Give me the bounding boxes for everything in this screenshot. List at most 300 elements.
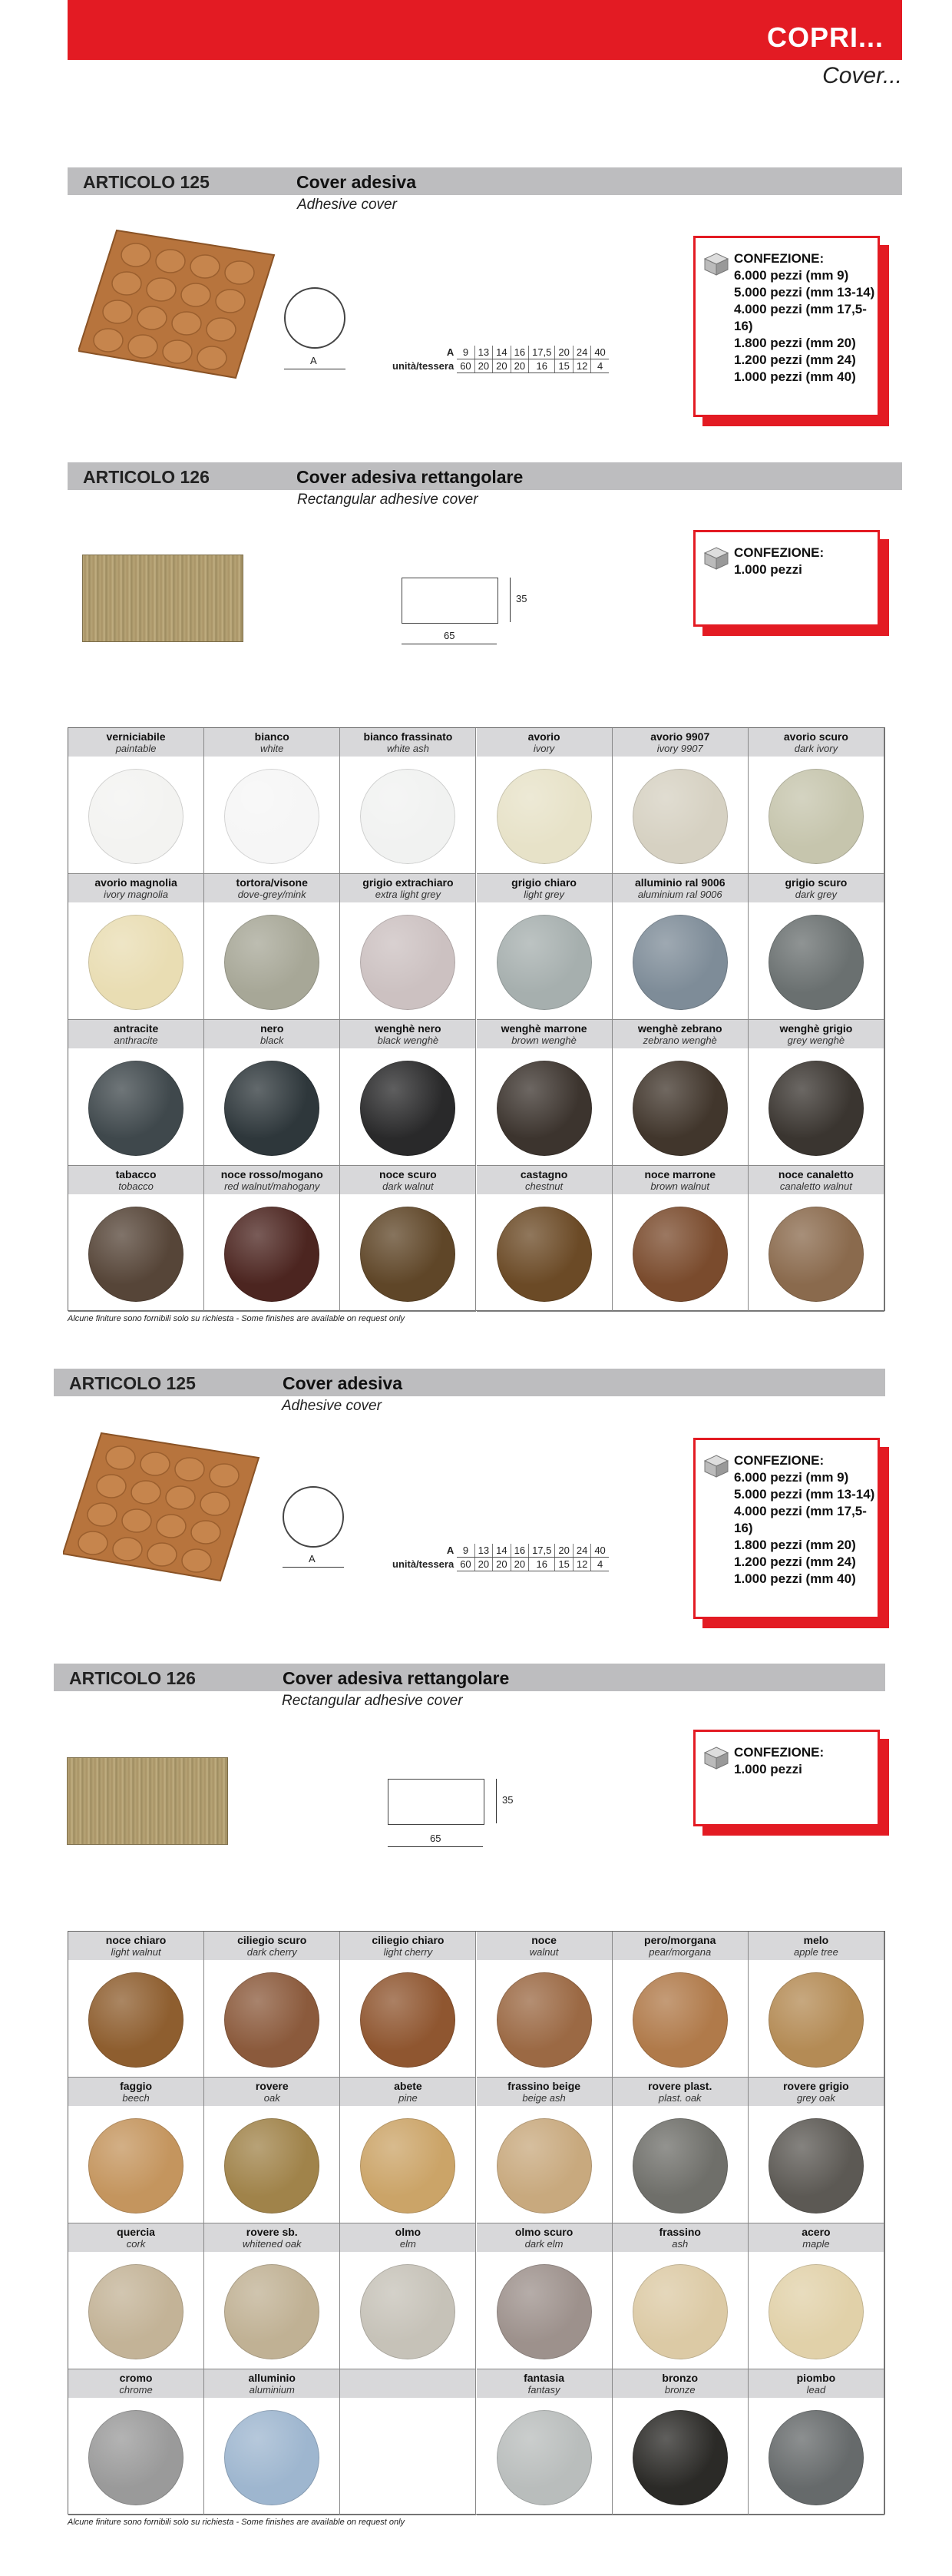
swatch-header <box>204 1932 339 1960</box>
swatch-name-en: chrome <box>119 2384 153 2396</box>
swatch-disc <box>633 769 728 864</box>
pack-line: 5.000 pezzi (mm 13-14) <box>734 285 875 300</box>
pack-box <box>693 236 880 417</box>
swatch-name-it: verniciabile <box>106 730 166 743</box>
swatch-header <box>340 1932 475 1960</box>
swatch-name-en: canaletto walnut <box>779 1180 852 1192</box>
swatch-name-it: noce scuro <box>379 1168 437 1180</box>
swatch-cell-light-walnut <box>68 1932 204 2078</box>
swatch-cell-aluminium-ral-9006 <box>613 874 749 1020</box>
size-row-label: A <box>446 1545 455 1557</box>
swatch-name-en: grey oak <box>796 2092 835 2104</box>
swatch-header <box>340 2078 475 2106</box>
section-code: ARTICOLO 125 <box>69 1373 196 1393</box>
swatch-header <box>204 2078 339 2106</box>
swatch-header <box>340 1020 475 1048</box>
swatch-cell-whitened-oak <box>204 2223 340 2369</box>
units-cell: 20 <box>493 359 511 373</box>
swatch-name-it: noce rosso/mogano <box>220 1168 323 1180</box>
dimension-line <box>283 1567 344 1568</box>
swatch-name-it: avorio scuro <box>783 730 848 743</box>
swatch-header <box>613 1020 748 1048</box>
section-name: Cover adesiva <box>296 172 416 192</box>
swatch-disc <box>633 915 728 1010</box>
size-cell: 14 <box>493 346 511 359</box>
swatch-name-en: dark grey <box>795 889 837 900</box>
dimension-width: 65 <box>444 630 455 641</box>
pack-line: 6.000 pezzi (mm 9) <box>734 1470 849 1485</box>
swatch-name-en: whitened oak <box>242 2238 302 2250</box>
units-cell: 60 <box>457 1558 474 1571</box>
units-cell: 60 <box>457 359 474 373</box>
swatch-disc <box>88 2264 183 2359</box>
swatch-name-it: piombo <box>796 2372 836 2384</box>
dimension-circle <box>283 1486 344 1548</box>
pack-line: 1.200 pezzi (mm 24) <box>734 1555 856 1569</box>
size-table <box>389 346 609 373</box>
swatch-name-en: brown wenghè <box>511 1035 577 1046</box>
swatch-name-en: white ash <box>386 743 429 754</box>
swatch-header <box>68 728 203 757</box>
swatch-cell-red-walnut-mahogany <box>204 1166 340 1312</box>
swatch-header <box>477 1020 612 1048</box>
swatch-header <box>477 2078 612 2106</box>
swatch-header <box>204 728 339 757</box>
swatch-cell-white-ash <box>340 728 476 874</box>
swatch-disc <box>769 2264 864 2359</box>
swatch-disc <box>88 1061 183 1156</box>
swatch-disc <box>224 2118 319 2213</box>
swatch-header <box>204 874 339 902</box>
swatch-cell-dark-walnut <box>340 1166 476 1312</box>
units-cell: 15 <box>555 359 573 373</box>
swatch-disc <box>769 2410 864 2505</box>
box-icon <box>703 252 729 276</box>
swatch-name-en: ivory 9907 <box>656 743 703 754</box>
swatch-disc <box>88 915 183 1010</box>
swatch-name-en: dove-grey/mink <box>237 889 306 900</box>
swatch-disc <box>497 1972 592 2068</box>
swatch-cell-oak <box>204 2078 340 2223</box>
swatch-disc <box>633 1207 728 1302</box>
pack-title: CONFEZIONE: <box>734 545 825 560</box>
swatch-header <box>749 1166 884 1194</box>
swatch-disc <box>88 2118 183 2213</box>
finishes-table <box>68 727 885 1311</box>
pack-line: 4.000 pezzi (mm 17,5-16) <box>734 1504 867 1535</box>
swatch-name-it: alluminio <box>248 2372 296 2384</box>
swatch-header <box>477 2369 612 2398</box>
swatch-header <box>204 2223 339 2252</box>
swatch-cell-apple-tree <box>749 1932 884 2078</box>
dimension-circle <box>284 287 345 349</box>
swatch-name-it: abete <box>394 2080 422 2092</box>
swatch-cell-dove-grey-mink <box>204 874 340 1020</box>
section-bar <box>68 462 902 490</box>
swatch-disc <box>497 1207 592 1302</box>
section-name-en: Adhesive cover <box>297 197 397 213</box>
rectangular-cover-image <box>67 1757 228 1845</box>
size-row-label: A <box>446 346 455 359</box>
swatch-cell-cork <box>68 2223 204 2369</box>
swatch-name-en: zebrano wenghè <box>643 1035 717 1046</box>
swatch-name-it: frassino beige <box>507 2080 581 2092</box>
swatch-cell-ivory-magnolia <box>68 874 204 1020</box>
swatch-cell-anthracite <box>68 1020 204 1166</box>
header-bar <box>68 0 902 60</box>
swatch-name-en: red walnut/mahogany <box>224 1180 320 1192</box>
finishes-note: Alcune finiture sono fornibili solo su richiesta - Some finishes are available on request only <box>68 1314 405 1323</box>
swatch-name-it: castagno <box>520 1168 568 1180</box>
dimension-label: A <box>310 355 317 366</box>
swatch-name-it: tabacco <box>115 1168 157 1180</box>
swatch-cell-empty <box>340 2369 476 2515</box>
dimension-width: 65 <box>430 1833 441 1844</box>
swatch-disc <box>497 2264 592 2359</box>
swatch-name-it: quercia <box>117 2226 155 2238</box>
swatch-name-it: wenghè marrone <box>501 1022 587 1035</box>
swatch-name-it: bianco frassinato <box>363 730 453 743</box>
swatch-header <box>340 2369 475 2398</box>
pack-title: CONFEZIONE: <box>734 1745 825 1760</box>
swatch-cell-aluminium <box>204 2369 340 2515</box>
swatch-cell-black <box>204 1020 340 1166</box>
swatch-cell-light-cherry <box>340 1932 476 2078</box>
swatch-header <box>749 874 884 902</box>
swatch-cell-plast-oak <box>613 2078 749 2223</box>
units-cell: 20 <box>474 1558 492 1571</box>
swatch-cell-walnut <box>477 1932 613 2078</box>
swatch-header <box>613 2223 748 2252</box>
swatch-name-it: acero <box>802 2226 831 2238</box>
swatch-header <box>749 2223 884 2252</box>
size-cell: 14 <box>493 1544 511 1558</box>
swatch-disc <box>360 2264 455 2359</box>
pack-line: 1.000 pezzi (mm 40) <box>734 1571 856 1586</box>
swatch-header <box>749 1020 884 1048</box>
dimension-line <box>388 1846 483 1847</box>
swatch-name-en: beige ash <box>522 2092 566 2104</box>
swatch-header <box>613 2369 748 2398</box>
swatch-name-en: maple <box>802 2238 830 2250</box>
swatch-name-it: ciliegio chiaro <box>372 1934 445 1946</box>
section-code: ARTICOLO 126 <box>69 1668 196 1688</box>
units-cell: 4 <box>591 359 609 373</box>
dimension-rectangle <box>402 578 498 624</box>
pack-box <box>693 1438 880 1619</box>
section-bar <box>54 1369 885 1396</box>
swatch-name-it: frassino <box>659 2226 701 2238</box>
swatch-header <box>204 1166 339 1194</box>
units-cell: 12 <box>573 1558 590 1571</box>
swatch-disc <box>360 1207 455 1302</box>
size-cell: 24 <box>573 346 590 359</box>
swatch-cell-ash <box>613 2223 749 2369</box>
swatch-name-en: tobacco <box>118 1180 154 1192</box>
swatch-name-en: black wenghè <box>377 1035 439 1046</box>
cover-sheet-image <box>78 224 278 386</box>
dimension-height: 35 <box>502 1794 514 1806</box>
pack-line: 1.000 pezzi <box>734 562 802 577</box>
size-cell: 17,5 <box>529 346 555 359</box>
swatch-header <box>749 2078 884 2106</box>
swatch-name-en: ivory magnolia <box>104 889 168 900</box>
swatch-cell-brown-walnut <box>613 1166 749 1312</box>
size-cell: 40 <box>591 346 609 359</box>
size-cell: 17,5 <box>529 1544 555 1558</box>
swatch-disc <box>633 1972 728 2068</box>
section-code: ARTICOLO 126 <box>83 467 210 487</box>
swatch-disc <box>769 1207 864 1302</box>
swatch-cell-elm <box>340 2223 476 2369</box>
swatch-name-en: walnut <box>529 1946 559 1958</box>
swatch-name-en: pear/morgana <box>649 1946 712 1958</box>
swatch-name-it: antracite <box>113 1022 159 1035</box>
swatch-name-en: chestnut <box>525 1180 564 1192</box>
swatch-cell-maple <box>749 2223 884 2369</box>
section-name-en: Rectangular adhesive cover <box>282 1693 463 1709</box>
section-bar <box>54 1664 885 1691</box>
swatch-name-en: cork <box>126 2238 146 2250</box>
swatch-name-it: bronzo <box>662 2372 699 2384</box>
size-cell: 24 <box>573 1544 590 1558</box>
section-name: Cover adesiva <box>283 1373 402 1393</box>
swatch-name-it: avorio magnolia <box>94 876 177 889</box>
swatch-name-it: wenghè zebrano <box>637 1022 722 1035</box>
pack-line: 1.000 pezzi <box>734 1762 802 1776</box>
header-title: COPRI... <box>766 22 884 53</box>
swatch-disc <box>360 915 455 1010</box>
swatch-header <box>340 728 475 757</box>
units-cell: 20 <box>511 359 528 373</box>
swatch-cell-dark-cherry <box>204 1932 340 2078</box>
cover-sheet-image <box>63 1427 263 1588</box>
finishes-note: Alcune finiture sono fornibili solo su richiesta - Some finishes are available on request only <box>68 2518 405 2527</box>
swatch-header <box>340 2223 475 2252</box>
units-cell: 15 <box>555 1558 573 1571</box>
swatch-name-en: dark cherry <box>246 1946 297 1958</box>
swatch-name-it: noce chiaro <box>105 1934 167 1946</box>
swatch-disc <box>769 1061 864 1156</box>
swatch-disc <box>88 2410 183 2505</box>
units-row-label: unità/tessera <box>392 360 455 372</box>
units-row-label: unità/tessera <box>392 1558 455 1570</box>
section-bar <box>68 167 902 195</box>
swatch-header <box>613 728 748 757</box>
swatch-name-en: grey wenghè <box>787 1035 845 1046</box>
swatch-disc <box>224 1061 319 1156</box>
units-cell: 16 <box>529 359 555 373</box>
swatch-header <box>204 2369 339 2398</box>
swatch-disc <box>224 915 319 1010</box>
swatch-name-it: avorio 9907 <box>650 730 710 743</box>
swatch-disc <box>769 2118 864 2213</box>
swatch-disc <box>769 915 864 1010</box>
swatch-header <box>340 1166 475 1194</box>
pack-line: 5.000 pezzi (mm 13-14) <box>734 1487 875 1502</box>
swatch-cell-beech <box>68 2078 204 2223</box>
swatch-cell-zebrano-wenghe <box>613 1020 749 1166</box>
swatch-disc <box>633 2118 728 2213</box>
units-cell: 12 <box>573 359 590 373</box>
swatch-name-en: plast. oak <box>658 2092 702 2104</box>
swatch-header <box>477 2223 612 2252</box>
section-name: Cover adesiva rettangolare <box>296 467 524 487</box>
swatch-cell-chestnut <box>477 1166 613 1312</box>
swatch-name-it: faggio <box>120 2080 153 2092</box>
pack-line: 6.000 pezzi (mm 9) <box>734 268 849 283</box>
swatch-cell-black-wenghe <box>340 1020 476 1166</box>
swatch-name-it: noce <box>531 1934 557 1946</box>
size-cell: 9 <box>457 1544 474 1558</box>
swatch-name-en: ivory <box>533 743 555 754</box>
swatch-cell-dark-elm <box>477 2223 613 2369</box>
swatch-disc <box>633 1061 728 1156</box>
swatch-disc <box>633 2264 728 2359</box>
swatch-cell-paintable <box>68 728 204 874</box>
swatch-disc <box>360 769 455 864</box>
swatch-disc <box>224 2264 319 2359</box>
swatch-cell-grey-oak <box>749 2078 884 2223</box>
swatch-name-it: nero <box>260 1022 284 1035</box>
section-name-en: Rectangular adhesive cover <box>297 492 478 508</box>
size-cell: 9 <box>457 346 474 359</box>
swatch-name-it: bianco <box>254 730 289 743</box>
units-cell: 16 <box>529 1558 555 1571</box>
pack-line: 1.200 pezzi (mm 24) <box>734 353 856 367</box>
swatch-header <box>68 1166 203 1194</box>
swatch-disc <box>769 769 864 864</box>
swatch-name-it <box>340 2369 475 2372</box>
swatch-disc <box>88 1972 183 2068</box>
swatch-header <box>749 2369 884 2398</box>
swatch-name-en: aluminium ral 9006 <box>637 889 722 900</box>
box-icon <box>703 1746 729 1770</box>
swatch-name-en: anthracite <box>114 1035 158 1046</box>
pack-box <box>693 530 880 627</box>
swatch-name-it: rovere grigio <box>783 2080 849 2092</box>
swatch-cell-white <box>204 728 340 874</box>
swatch-header <box>613 2078 748 2106</box>
swatch-name-en: beech <box>122 2092 150 2104</box>
swatch-name-en: ash <box>672 2238 689 2250</box>
dimension-line-vertical <box>496 1779 497 1823</box>
swatch-name-it: rovere plast. <box>648 2080 712 2092</box>
swatch-name-en: paintable <box>115 743 157 754</box>
swatch-disc <box>360 1972 455 2068</box>
swatch-name-it: wenghè grigio <box>779 1022 853 1035</box>
swatch-cell-chrome <box>68 2369 204 2515</box>
swatch-cell-ivory-9907 <box>613 728 749 874</box>
swatch-cell-brown-wenghe <box>477 1020 613 1166</box>
swatch-header <box>68 2369 203 2398</box>
swatch-header <box>68 1932 203 1960</box>
swatch-name-it: tortora/visone <box>236 876 308 889</box>
swatch-cell-pine <box>340 2078 476 2223</box>
rectangular-cover-image <box>82 555 243 642</box>
swatch-cell-pear-morgana <box>613 1932 749 2078</box>
swatch-cell-grey-wenghe <box>749 1020 884 1166</box>
swatch-header <box>749 1932 884 1960</box>
swatch-name-en: dark ivory <box>794 743 838 754</box>
swatch-name-en: brown walnut <box>650 1180 710 1192</box>
header-subtitle: Cover... <box>822 63 902 88</box>
units-cell: 20 <box>511 1558 528 1571</box>
swatch-name-it: wenghè nero <box>375 1022 441 1035</box>
swatch-name-it: grigio scuro <box>785 876 848 889</box>
dimension-rectangle <box>388 1779 484 1825</box>
size-cell: 20 <box>555 1544 573 1558</box>
swatch-disc <box>633 2410 728 2505</box>
pack-title: CONFEZIONE: <box>734 251 825 266</box>
swatch-cell-fantasy <box>477 2369 613 2515</box>
box-icon <box>703 546 729 571</box>
size-table <box>389 1544 609 1571</box>
swatch-header <box>477 1166 612 1194</box>
pack-line: 1.800 pezzi (mm 20) <box>734 336 856 350</box>
swatch-name-en: lead <box>806 2384 826 2396</box>
swatch-name-en: light grey <box>524 889 564 900</box>
swatch-header <box>477 874 612 902</box>
swatch-name-en: dark elm <box>524 2238 564 2250</box>
swatch-name-it: avorio <box>527 730 560 743</box>
swatch-header <box>68 2078 203 2106</box>
pack-line: 4.000 pezzi (mm 17,5-16) <box>734 302 867 333</box>
swatch-name-it: rovere <box>255 2080 289 2092</box>
swatch-header <box>477 728 612 757</box>
swatch-name-en: pine <box>398 2092 418 2104</box>
swatch-name-en: dark walnut <box>382 1180 434 1192</box>
swatch-disc <box>497 2118 592 2213</box>
swatch-name-it: noce canaletto <box>778 1168 854 1180</box>
swatch-header <box>613 1166 748 1194</box>
pack-line: 1.000 pezzi (mm 40) <box>734 369 856 384</box>
swatch-header <box>204 1020 339 1048</box>
swatch-name-en: fantasy <box>527 2384 560 2396</box>
pack-line: 1.800 pezzi (mm 20) <box>734 1538 856 1552</box>
box-icon <box>703 1454 729 1478</box>
swatch-disc <box>88 769 183 864</box>
swatch-name-en: white <box>260 743 284 754</box>
swatch-cell-bronze <box>613 2369 749 2515</box>
units-cell: 4 <box>591 1558 609 1571</box>
swatch-name-en: aluminium <box>249 2384 295 2396</box>
swatch-cell-canaletto-walnut <box>749 1166 884 1312</box>
swatch-name-en: light walnut <box>111 1946 161 1958</box>
swatch-cell-dark-ivory <box>749 728 884 874</box>
swatch-cell-beige-ash <box>477 2078 613 2223</box>
swatch-name-en: bronze <box>664 2384 696 2396</box>
swatch-name-en: light cherry <box>383 1946 433 1958</box>
swatch-disc <box>497 2410 592 2505</box>
swatch-cell-lead <box>749 2369 884 2515</box>
swatch-header <box>340 874 475 902</box>
size-cell: 20 <box>555 346 573 359</box>
swatch-disc <box>224 769 319 864</box>
swatch-name-en: black <box>260 1035 284 1046</box>
swatch-disc <box>497 1061 592 1156</box>
swatch-disc <box>360 2118 455 2213</box>
swatch-disc <box>497 915 592 1010</box>
swatch-disc <box>88 1207 183 1302</box>
swatch-name-en: extra light grey <box>375 889 441 900</box>
swatch-name-it: grigio extrachiaro <box>362 876 454 889</box>
size-cell: 16 <box>511 346 528 359</box>
swatch-name-it: pero/morgana <box>644 1934 716 1946</box>
swatch-name-en: oak <box>263 2092 280 2104</box>
swatch-disc <box>224 2410 319 2505</box>
dimension-height: 35 <box>516 593 527 604</box>
